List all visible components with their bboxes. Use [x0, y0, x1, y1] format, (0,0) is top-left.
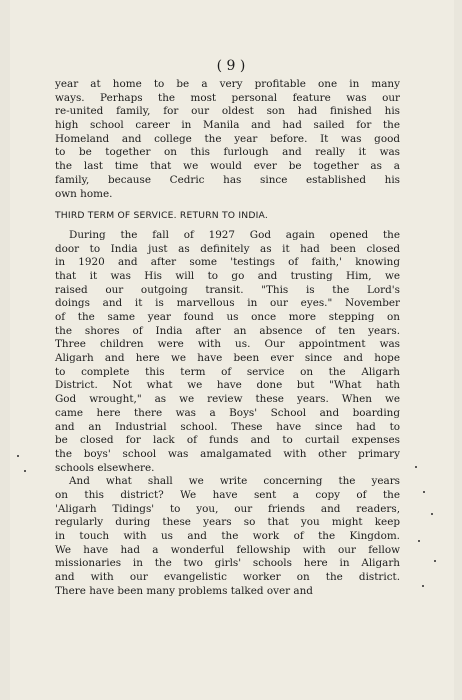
text-line: and with our evangelistic worker on the district.	[55, 571, 400, 584]
text-line: schools elsewhere.	[55, 461, 155, 474]
text-line: own home.	[55, 187, 113, 200]
text-line: During the fall of 1927 God again opened the	[69, 228, 400, 241]
text-line: to be together on this furlough and really it was	[55, 146, 400, 159]
scan-speck	[24, 470, 26, 472]
text-line: Homeland and college the year before. It was good	[55, 132, 400, 145]
text-line: ways. Perhaps the most personal feature was our	[55, 91, 400, 104]
text-line: the last time that we would ever be together as a	[55, 160, 400, 173]
paragraph-third-term	[55, 229, 400, 475]
page-number: ( 9 )	[216, 58, 246, 74]
section-heading: THIRD TERM OF SERVICE. RETURN TO INDIA.	[55, 210, 268, 222]
scan-speck	[418, 540, 420, 542]
scan-speck	[434, 560, 436, 562]
body-text	[55, 78, 400, 598]
text-line: District. Not what we have done but "What hath	[55, 379, 400, 392]
text-line: Aligarh and here we have been ever since and hope	[55, 352, 400, 365]
text-line: and an Industrial school. These have since had to	[55, 420, 400, 433]
paragraph-district	[55, 475, 400, 598]
text-line: And what shall we write concerning the years	[69, 475, 400, 488]
text-line: family, because Cedric has since established his	[55, 173, 400, 186]
paragraph-furlough	[55, 78, 400, 201]
scan-speck	[415, 466, 417, 468]
text-line: door to India just as definitely as it had been closed	[55, 242, 400, 255]
text-line: re-united family, for our oldest son had finished his	[55, 105, 400, 118]
text-line: 'Aligarh Tidings' to you, our friends and readers,	[55, 502, 400, 515]
scan-speck	[431, 513, 433, 515]
text-line: Three children were with us. Our appointment was	[55, 338, 400, 351]
text-line: God wrought," as we review these years. When we	[55, 393, 400, 406]
text-line: raised our outgoing transit. "This is the Lord's	[55, 283, 400, 296]
text-line: year at home to be a very profitable one in many	[55, 78, 400, 90]
text-line: of the same year found us once more stepping on	[55, 311, 400, 324]
text-line: on this district? We have sent a copy of the	[55, 488, 400, 501]
text-line: missionaries in the two girls' schools here in Aligarh	[55, 557, 400, 570]
text-line: in touch with us and the work of the Kingdom.	[55, 530, 400, 543]
text-line: the shores of India after an absence of ten years.	[55, 324, 400, 337]
scan-speck	[423, 491, 425, 493]
scan-speck	[422, 585, 424, 587]
text-line: to complete this term of service on the Aligarh	[55, 365, 400, 378]
text-line: regularly during these years so that you might keep	[55, 516, 400, 529]
text-line: that it was His will to go and trusting Him, we	[55, 269, 400, 282]
scan-speck	[17, 455, 19, 457]
text-line: We have had a wonderful fellowship with our fellow	[55, 543, 400, 556]
text-line: in 1920 and after some 'testings of faith,' knowing	[55, 256, 400, 269]
text-line: high school career in Manila and had sailed for the	[55, 119, 400, 132]
text-line: the boys' school was amalgamated with other primary	[55, 447, 400, 460]
text-line: came here there was a Boys' School and boarding	[55, 406, 400, 419]
text-line: There have been many problems talked over and	[55, 584, 313, 597]
text-line: be closed for lack of funds and to curtail expenses	[55, 434, 400, 447]
text-line: doings and it is marvellous in our eyes." November	[55, 297, 400, 310]
